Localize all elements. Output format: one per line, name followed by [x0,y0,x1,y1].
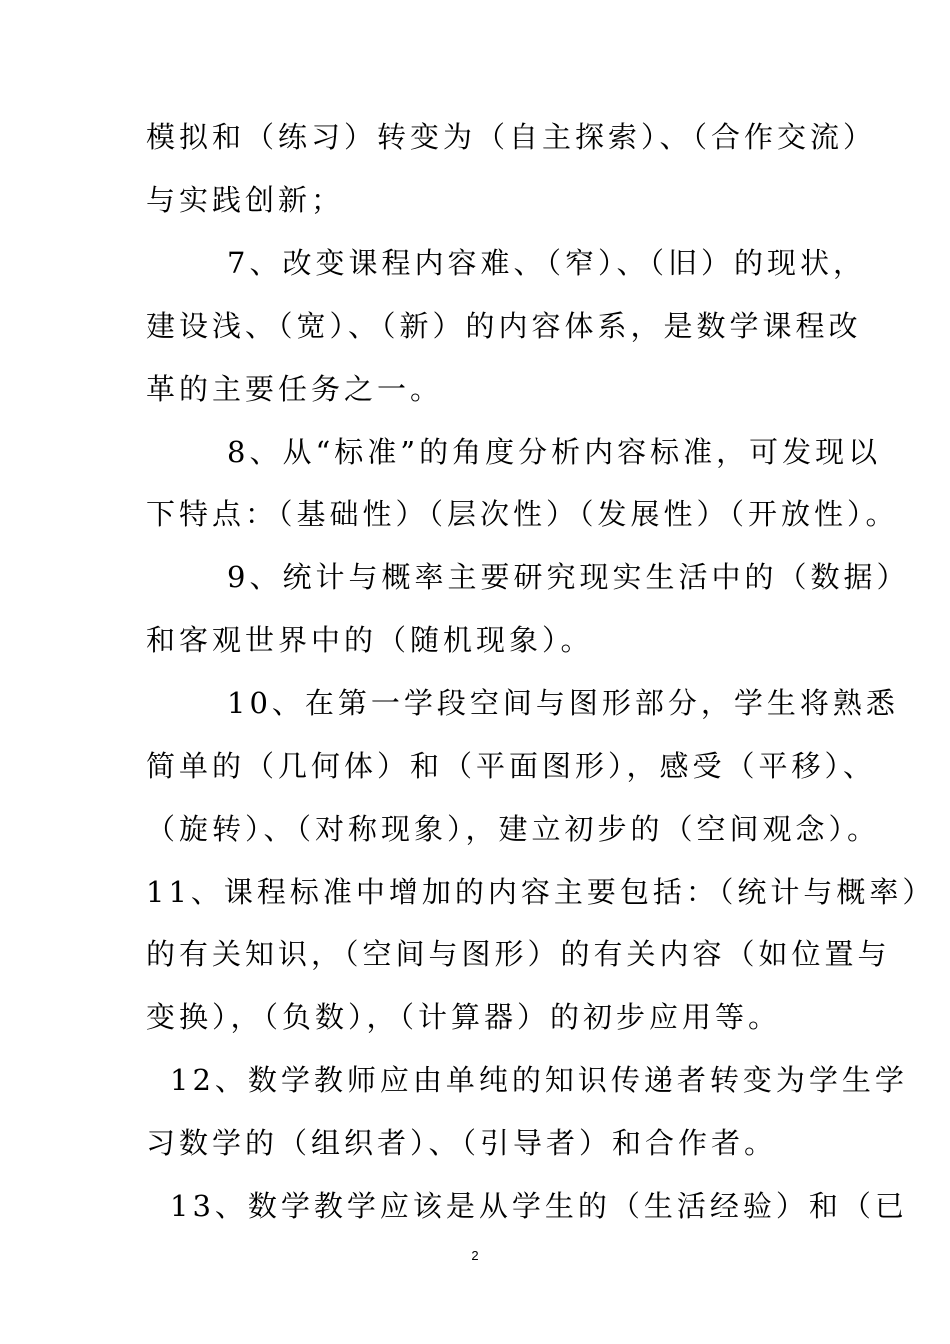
text-line-4: 建设浅、（宽）、（新）的内容体系，是数学课程改 [146,309,862,343]
text-line-7: 下特点：（基础性）（层次性）（发展性）（开放性）。 [146,497,899,531]
text-line-5: 革的主要任务之一。 [146,372,444,406]
text-line-8: 9、统计与概率主要研究现实生活中的（数据） [227,560,910,594]
text-line-2: 与实践创新； [146,183,345,217]
text-line-12: （旋转）、（对称现象），建立初步的（空间观念）。 [146,812,881,846]
text-line-14: 的有关知识，（空间与图形）的有关内容（如位置与 [146,937,891,971]
text-line-10: 10、在第一学段空间与图形部分，学生将熟悉 [227,686,899,720]
text-line-13: 11、课程标准中增加的内容主要包括：（统计与概率） [146,875,936,909]
text-line-15: 变换），（负数），（计算器）的初步应用等。 [146,1000,782,1034]
text-line-1: 模拟和（练习）转变为（自主探索）、（合作交流） [146,120,877,154]
text-line-6: 8、从“标准”的角度分析内容标准，可发现以 [227,435,882,469]
text-line-9: 和客观世界中的（随机现象）。 [146,623,594,657]
text-line-16: 12、数学教师应由单纯的知识传递者转变为学生学 [170,1063,908,1097]
text-line-17: 习数学的（组织者）、（引导者）和合作者。 [146,1126,778,1160]
page-number: 2 [471,1248,479,1263]
text-line-3: 7、改变课程内容难、（窄）、（旧）的现状， [227,246,866,280]
text-line-11: 简单的（几何体）和（平面图形），感受（平移）、 [146,749,877,783]
text-line-18: 13、数学教学应该是从学生的（生活经验）和（已 [170,1189,908,1223]
